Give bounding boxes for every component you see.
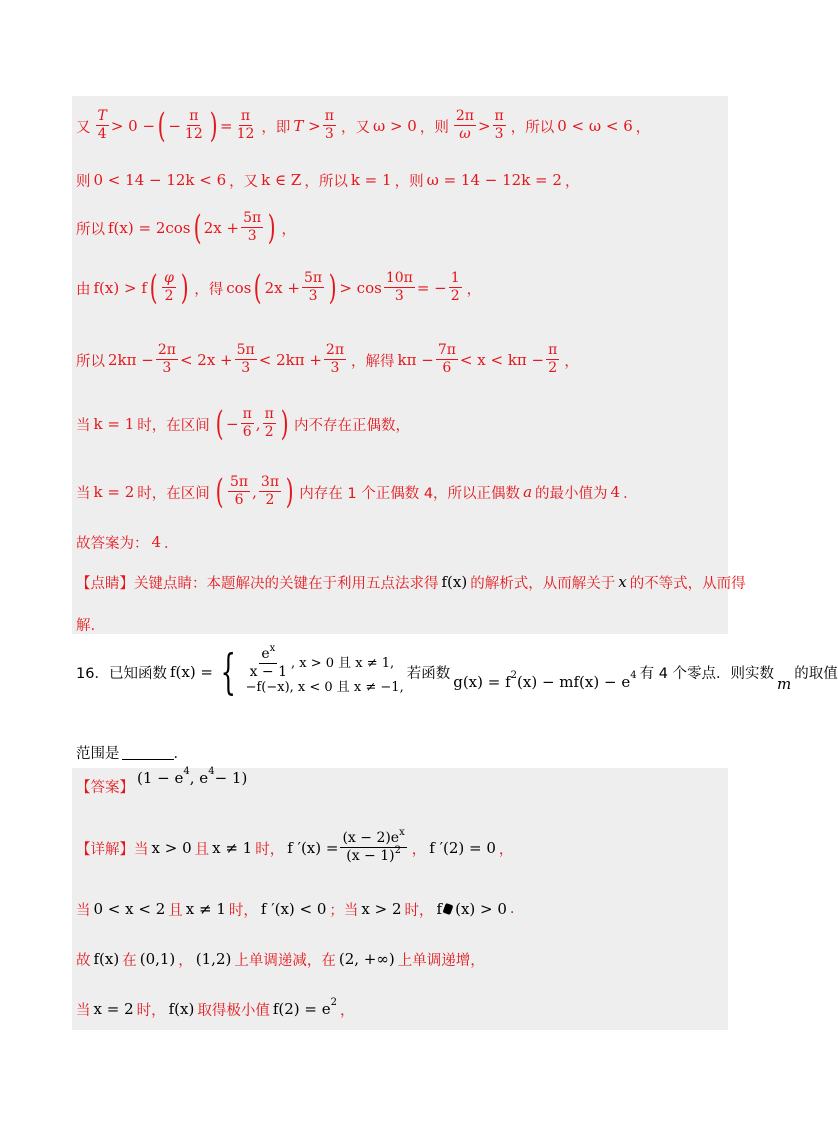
den: x − 1 (249, 663, 287, 680)
text: ． (623, 485, 638, 502)
math-expr: f(x) (441, 573, 468, 591)
solution-line-1 (76, 100, 728, 152)
text: 上单调递减，在 (234, 952, 336, 969)
expr: kπ − (397, 351, 434, 369)
sup: 2 (510, 669, 518, 681)
four: 4 (97, 125, 107, 142)
text: 的不等式，从而得 (629, 575, 746, 592)
pi: π (240, 108, 251, 125)
expr: < x < kπ − (459, 351, 545, 369)
text: ． (164, 535, 179, 552)
three: 3 (308, 287, 318, 304)
text: 内存在 1 个正偶数 4，所以正偶数 (299, 485, 521, 502)
three: 3 (394, 287, 404, 304)
solution-line-7 (76, 464, 728, 520)
math-expr: f ′(x) < 0 (260, 900, 327, 918)
piece-rows (245, 643, 404, 696)
paren-right: ) (280, 404, 289, 444)
three: 3 (241, 359, 251, 376)
expr: < 2kπ + (258, 351, 322, 369)
math-var: m (777, 675, 792, 693)
paren-left: ( (215, 472, 224, 512)
text: 当 (76, 485, 91, 502)
paren-right: ) (285, 472, 294, 512)
cond: , x > 0 且 x ≠ 1, (291, 655, 395, 671)
expr: f(x) = (169, 663, 214, 681)
text: 则 (76, 173, 91, 190)
text: 的最小值为 (535, 485, 608, 502)
paren-right: ) (209, 106, 218, 146)
text: 时， (228, 902, 258, 919)
math-expr (398, 343, 562, 376)
text: 的取值 (794, 665, 838, 682)
math-expr: f ′(2) = 0 (429, 839, 496, 857)
broken-glyph-icon (442, 902, 455, 917)
two-pi: 2π (325, 342, 345, 359)
three-pi: 3π (260, 474, 280, 491)
text: ，则 (419, 119, 449, 136)
paren-right: ) (267, 208, 276, 248)
paren-left: ( (254, 268, 262, 308)
twelve: 12 (236, 125, 255, 142)
sup: x (269, 643, 276, 655)
seven-pi: 7π (437, 342, 456, 359)
math-expr: x > 0 (151, 839, 192, 857)
solution-line-5 (76, 334, 728, 386)
ten-pi: 10π (385, 270, 413, 287)
expr: f(x) > f (93, 279, 147, 297)
expr: , e (189, 769, 209, 787)
two: 2 (265, 491, 275, 508)
math-expr: x ≠ 1 (185, 900, 226, 918)
text: 在 (122, 952, 137, 969)
three: 3 (330, 359, 340, 376)
text: 解. (76, 617, 96, 634)
detail-label: 【详解】当 (76, 841, 149, 858)
text: 当 (76, 417, 91, 434)
text: 时， (404, 902, 434, 919)
sup: 4 (183, 765, 190, 777)
text: ， (564, 173, 580, 190)
text: 上单调递增， (397, 952, 485, 969)
text: ， (339, 1002, 355, 1019)
text: 若函数 (406, 665, 451, 682)
two: 2 (548, 359, 558, 376)
expr: f(x) = 2cos (108, 219, 191, 237)
text: 有 4 个零点．则实数 (639, 665, 775, 682)
five-pi: 5π (230, 474, 249, 491)
math-expr: k = 1 (93, 415, 135, 433)
comma: , (255, 415, 261, 433)
math-expr: ω > 0 (372, 117, 417, 135)
answer-line (76, 765, 728, 800)
pi: π (264, 406, 274, 423)
math-expr (226, 268, 463, 308)
two: 2 (164, 287, 174, 304)
pi: π (494, 108, 504, 125)
e: e (261, 646, 270, 663)
text: ， (466, 281, 482, 298)
text: ，解得 (351, 353, 395, 370)
f: f (436, 900, 443, 918)
text: ， (498, 841, 514, 858)
expr: f(2) = e (272, 1000, 331, 1018)
expr: (x) − mf(x) − e (517, 673, 631, 691)
five-pi: 5π (303, 270, 323, 287)
text: 故答案为： (76, 535, 149, 552)
math-expr: f(x) (168, 1000, 195, 1018)
math-expr: 0 < ω < 6 (557, 117, 633, 135)
three: 3 (494, 125, 504, 142)
math-expr: (0,1) (139, 950, 176, 968)
text: ，所以 (304, 173, 348, 190)
math-expr: k = 1 (350, 171, 392, 189)
num: (x − 2)e (342, 830, 400, 847)
twelve: 12 (184, 125, 203, 142)
den: (x − 1) (346, 847, 395, 864)
paren-left: ( (215, 404, 224, 444)
paren-left: ( (157, 106, 166, 146)
text: ，又 (340, 119, 370, 136)
expr: > 0 − (110, 117, 156, 135)
text: ， (411, 841, 427, 858)
math-expr: 0 < x < 2 (93, 900, 166, 918)
key-point-line-1 (76, 564, 746, 600)
solution-line-3 (76, 202, 728, 254)
math-expr: k = 2 (93, 483, 135, 501)
three: 3 (162, 359, 172, 376)
comma: , (252, 483, 257, 501)
math-expr (453, 669, 637, 691)
two: 2 (450, 287, 460, 304)
two-pi: 2π (455, 108, 474, 125)
solution-line-4 (76, 262, 728, 314)
text: ，得 (194, 281, 224, 298)
text: 范围是 (76, 745, 120, 762)
math-expr: (2, +∞) (338, 950, 395, 968)
text: 故 (76, 952, 91, 969)
detail-line-2 (76, 894, 728, 924)
t: T (97, 108, 107, 125)
text: 又 (76, 119, 91, 136)
math-expr: k ∈ Z (261, 171, 302, 189)
math-expr: (1,2) (195, 950, 232, 968)
five-pi: 5π (236, 342, 255, 359)
key-point-line-2 (76, 614, 728, 634)
text: ，所以 (510, 119, 555, 136)
expr: < 2x + (179, 351, 233, 369)
answer-summary (76, 530, 728, 554)
expr: (x) > 0 (455, 900, 507, 918)
text: ，又 (229, 173, 259, 190)
two: 2 (264, 423, 274, 440)
text: ． (173, 745, 188, 762)
piecewise-function (169, 643, 404, 700)
math-var: a (523, 483, 533, 501)
math-expr: 4 (151, 533, 162, 551)
piece-row-1 (246, 643, 404, 680)
text: ， (281, 221, 296, 238)
text: 由 (76, 281, 91, 298)
answer-blank[interactable] (122, 745, 174, 760)
text: 【点睛】关键点睛：本题解决的关键在于利用五点法求得 (76, 575, 439, 592)
sup: 2 (394, 844, 401, 856)
detail-line-3 (76, 944, 728, 974)
math-expr: 4 (610, 483, 621, 501)
gt: > (477, 117, 491, 135)
six: 6 (442, 359, 452, 376)
six: 6 (234, 491, 244, 508)
math-expr: x ≠ 1 (212, 839, 253, 857)
piece-row-2: −f(−x), x < 0 且 x ≠ −1, (245, 680, 404, 696)
expr: > cos (339, 279, 382, 297)
math-interval: ( − $\frac{\pi}{6}$ , $\frac{\pi}{2}$ ) (215, 404, 289, 444)
math-expr (108, 208, 278, 248)
pi: π (324, 108, 334, 125)
text: ， (635, 119, 651, 136)
pi: π (242, 406, 252, 423)
text: 时， (136, 1002, 166, 1019)
expr: cos (226, 279, 252, 297)
text: 当 (76, 902, 91, 919)
text: 且 (194, 841, 210, 858)
math-expr: $\frac{T}{4}$ > 0 − ( − $\frac{\pi}{12}$ ) = $\frac{\pi}{12}$ (97, 106, 255, 146)
text: ， (564, 353, 579, 370)
expr: 2x + (264, 279, 300, 297)
text: 时， (255, 841, 285, 858)
math-expr: ω = 14 − 12k = 2 (426, 171, 562, 189)
paren-right: ) (180, 268, 189, 308)
text: 时，在区间 (137, 485, 210, 502)
text: 时，在区间 (137, 417, 210, 434)
math-expr: x > 2 (361, 900, 402, 918)
num: 5π (243, 210, 262, 227)
omega: ω (459, 125, 471, 142)
math-expr: 0 < 14 − 12k < 6 (93, 171, 227, 189)
sup: x (399, 827, 405, 839)
two-pi: 2π (157, 342, 176, 359)
text: ；当 (329, 902, 359, 919)
math-expr (437, 900, 507, 918)
question-16-line-2 (76, 740, 728, 764)
text: ，则 (394, 173, 424, 190)
equals: = (220, 117, 233, 135)
six: 6 (242, 423, 252, 440)
phi: φ (164, 270, 174, 287)
math-expr (287, 827, 409, 864)
math-expr (272, 996, 337, 1018)
expr: − 1) (214, 769, 248, 787)
math-var: x (618, 573, 627, 591)
sup: 4 (208, 765, 215, 777)
text: 取得极小值 (197, 1002, 270, 1019)
brace: { (220, 644, 236, 700)
math-expr (293, 109, 338, 142)
solution-line-6 (76, 398, 728, 450)
answer-value (137, 765, 248, 787)
text: 的解析式，从而解关于 (470, 575, 616, 592)
detail-line-4 (76, 994, 728, 1024)
three: 3 (324, 125, 334, 142)
math-interval (213, 472, 297, 512)
text: ，即 (261, 119, 291, 136)
text: . (509, 901, 515, 917)
text: 内不存在正偶数， (294, 417, 411, 434)
math-expr (452, 109, 508, 142)
paren-left: ( (149, 268, 158, 308)
math-expr: f(x) (93, 950, 120, 968)
detail-line-1 (76, 822, 728, 874)
expr: (1 − e (137, 769, 184, 787)
pi: π (548, 342, 558, 359)
text: ， (178, 952, 193, 969)
pi: π (189, 108, 199, 125)
expr: f ′(x) = (287, 839, 339, 857)
math-expr: x = 2 (93, 1000, 134, 1018)
math-expr (93, 268, 192, 308)
answer-label: 【答案】 (76, 779, 134, 796)
math-expr (108, 343, 348, 376)
den: 3 (247, 227, 257, 244)
expr: g(x) = f (453, 673, 511, 691)
text: 当 (76, 1002, 91, 1019)
expr: = − (416, 279, 447, 297)
text: 所以 (76, 221, 105, 238)
expr: T > (293, 117, 321, 135)
expr: 2kπ − (108, 351, 154, 369)
question-16 (76, 640, 838, 704)
text: 所以 (76, 353, 105, 370)
one: 1 (450, 270, 460, 287)
text: 且 (168, 902, 183, 919)
solution-line-2 (76, 166, 728, 194)
sup: 2 (330, 996, 337, 1008)
sup: 4 (630, 669, 637, 681)
paren-right: ) (328, 268, 337, 308)
expr: 2x + (203, 219, 240, 237)
question-number: 16．已知函数 (76, 665, 167, 682)
paren-left: ( (193, 208, 202, 248)
